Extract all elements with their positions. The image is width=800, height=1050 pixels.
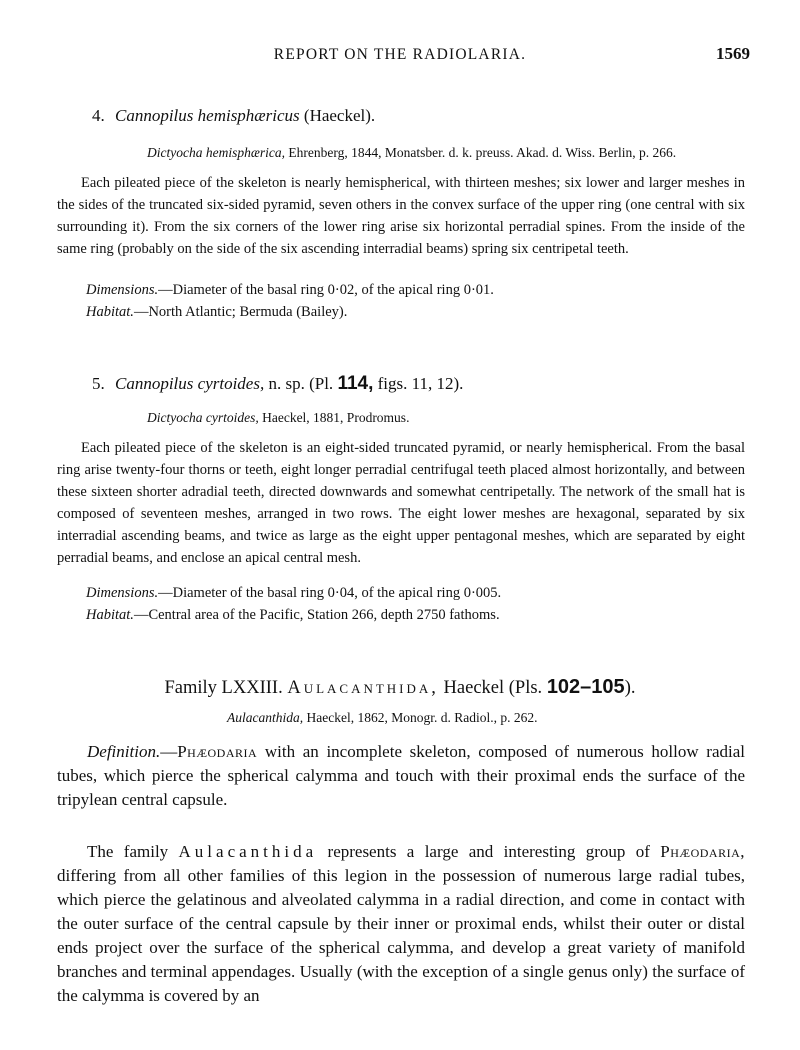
species-4-dimensions-text: —Diameter of the basal ring 0·02, of the apical ring 0·01.	[158, 282, 494, 298]
family-close: ).	[624, 678, 636, 698]
species-5-description	[57, 437, 745, 569]
species-5-title	[92, 373, 463, 395]
family-name: Aulacanthida,	[287, 678, 439, 698]
family-synonym	[227, 710, 537, 726]
species-5-habitat-text: —Central area of the Pacific, Station 266, depth 2750 fathoms.	[133, 607, 500, 623]
species-4-title	[92, 106, 375, 126]
family-author: Haeckel (Pls.	[443, 678, 543, 698]
family-synonym-name: Aulacanthida,	[227, 710, 304, 725]
species-5-dimensions	[86, 585, 501, 602]
family-prefix: Family LXXIII.	[164, 678, 283, 698]
species-5-dimensions-label: Dimensions.	[86, 585, 159, 601]
definition-label: Definition.	[87, 742, 161, 761]
body-text-1: The family	[87, 842, 179, 861]
species-4-habitat-label: Habitat.	[86, 304, 134, 320]
species-4-author: (Haeckel).	[303, 106, 376, 125]
species-4-habitat	[86, 304, 347, 321]
species-5-plate: 114,	[337, 373, 374, 394]
family-definition	[57, 740, 745, 812]
family-body	[57, 840, 745, 1008]
species-4-synonym	[147, 145, 676, 161]
species-5-dimensions-text: —Diameter of the basal ring 0·04, of the apical ring 0·005.	[158, 585, 502, 601]
running-title: REPORT ON THE RADIOLARIA.	[273, 46, 527, 63]
species-5-figs: figs. 11, 12).	[377, 374, 464, 393]
page-header	[0, 44, 800, 68]
species-5-synonym-name: Dictyocha cyrtoides,	[147, 410, 259, 425]
definition-text: with an incomplete skeleton, composed of numerous hollow radial tubes, which pierce the spherical calymma and touch with their proximal ends the surface of the tripylean central capsule.	[57, 742, 745, 809]
family-plates: 102–105	[546, 676, 625, 698]
species-4-habitat-text: —North Atlantic; Bermuda (Bailey).	[133, 304, 348, 320]
family-title	[0, 676, 800, 699]
body-family-name: Aulacanthida	[178, 842, 318, 861]
species-4-description-text: Each pileated piece of the skeleton is nearly hemispherical, with thirteen meshes; six lower and larger meshes in the sides of the truncated six-sided pyramid, seven others in the convex surface of the upper ring (one central with six surrounding it). From the six corners of the lower ring arise six horizontal perradial spines. From the inside of the same ring (probably on the side of the six ascending interradial beams) spring six centripetal teeth.	[57, 175, 745, 257]
body-text-2: represents a large and interesting group of	[317, 842, 661, 861]
body-group: Phæodaria,	[660, 842, 745, 861]
definition-dash: —	[160, 742, 178, 761]
species-4-dimensions	[86, 282, 494, 299]
species-5-habitat	[86, 607, 500, 624]
species-5-synonym	[147, 410, 409, 426]
species-5-description-text: Each pileated piece of the skeleton is an eight-sided truncated pyramid, or nearly hemispherical. From the basal ring arise twenty-four thorns or teeth, eight longer perradial centrifugal teeth placed almost horizontally, and between these sixteen shorter adradial teeth, directed downwards and somewhat centripetally. The network of the small hat is composed of seventeen meshes, arranged in two rows. The eight lower meshes are hexagonal, separated by six interradial ascending beams, and twice as large as the eight upper pentagonal meshes, which are separated by eight perradial beams, and enclose an apical central mesh.	[57, 440, 745, 566]
species-5-author: n. sp. (Pl.	[268, 374, 334, 393]
species-5-name: Cannopilus cyrtoides,	[115, 374, 265, 393]
species-5-synonym-ref: Haeckel, 1881, Prodromus.	[262, 410, 410, 425]
species-4-number: 4.	[92, 106, 105, 125]
definition-group: Phæodaria	[177, 742, 258, 761]
species-4-name: Cannopilus hemisphæricus	[115, 106, 300, 125]
species-5-number: 5.	[92, 374, 105, 393]
body-text-3: differing from all other families of this legion in the possession of numerous large radial tubes, which pierce the gelatinous and alveolated calymma in a radial direction, and come in contact with the outer surface of the central capsule by their inner or proximal ends, whilst their outer or distal ends project over the surface of the spherical calymma, and develop a great variety of manifold branches and terminal appendages. Usually (with the exception of a single genus only) the surface of the calymma is covered by an	[57, 866, 745, 1005]
species-4-description	[57, 172, 745, 260]
family-synonym-ref: Haeckel, 1862, Monogr. d. Radiol., p. 262.	[306, 710, 538, 725]
page-number: 1569	[716, 44, 750, 63]
species-4-synonym-name: Dictyocha hemisphærica,	[147, 145, 285, 160]
species-4-synonym-ref: Ehrenberg, 1844, Monatsber. d. k. preuss. Akad. d. Wiss. Berlin, p. 266.	[288, 145, 677, 160]
species-4-dimensions-label: Dimensions.	[86, 282, 159, 298]
species-5-habitat-label: Habitat.	[86, 607, 134, 623]
